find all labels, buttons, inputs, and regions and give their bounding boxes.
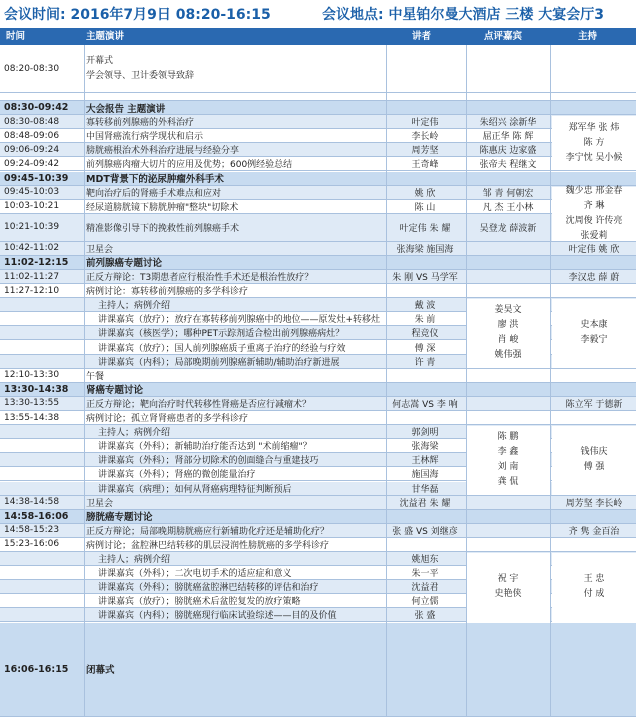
col-topic: 主题演讲 — [86, 31, 125, 42]
column-headers — [0, 28, 636, 45]
s5_case-comment-line: 祝 宇 — [497, 574, 519, 585]
opening-sub: 学会领导、卫计委领导致辞 — [86, 71, 195, 81]
opening-row — [0, 45, 636, 93]
sub-speaker: 傅 深 — [414, 343, 436, 354]
sat-topic: 卫星会 — [86, 244, 114, 255]
debate-speaker: 何志嵩 VS 李 响 — [392, 399, 458, 410]
debate-topic: 正反方辩论；靶向治疗时代转移性肾癌是否应行减瘤术？ — [86, 399, 312, 410]
session-title: 前列腺癌专题讨论 — [86, 258, 163, 269]
talk-topic: 中国肾癌流行病学现状和启示 — [86, 132, 204, 143]
s3_case-comment — [466, 299, 550, 368]
table-row — [0, 186, 636, 200]
talk-time: 10:21-10:39 — [4, 222, 60, 233]
talk-speaker: 叶定伟 — [411, 118, 439, 129]
session-time: 14:58-16:06 — [4, 510, 69, 522]
s4_case-chair — [552, 426, 636, 495]
talk-comment: 邹 青 何朝宏 — [482, 188, 534, 199]
talk-comment: 陈惠庆 边家盛 — [479, 146, 537, 157]
case-time: 15:23-16:06 — [4, 539, 60, 550]
s5_case-comment — [466, 553, 550, 622]
col-speaker: 讲者 — [412, 31, 432, 42]
case-topic: 病例讨论：寡转移前列腺癌的多学科诊疗 — [86, 287, 249, 298]
sat-time: 14:38-14:58 — [4, 497, 60, 508]
talk-topic: 精准影像引导下的挽救性前列腺癌手术 — [86, 223, 240, 234]
case-topic: 病例讨论；孤立肾肾癌患者的多学科诊疗 — [86, 414, 249, 425]
talk-topic: 靶向治疗后的肾癌手术难点和应对 — [86, 188, 222, 199]
debate-topic: 正反方辩论；局部晚期膀胱癌应行新辅助化疗还是辅助化疗？ — [86, 526, 330, 537]
debate-speaker: 张 盛 VS 刘继彦 — [392, 526, 458, 537]
s3_case-comment-line: 姚伟强 — [494, 350, 522, 361]
talk-comment: 屈正华 陈 辉 — [482, 132, 534, 143]
sub-speaker: 朱 前 — [414, 315, 436, 326]
talk-topic: 前列腺癌肉瘤大切片的应用及优势；600例经验总结 — [86, 160, 293, 171]
lunch-title: 午餐 — [86, 371, 105, 382]
table-row — [0, 129, 636, 143]
debate-time: 14:58-15:23 — [4, 525, 60, 536]
case-time: 13:55-14:38 — [4, 412, 60, 423]
sub-speaker: 沈益君 — [411, 583, 439, 594]
talk-topic: 寡转移前列腺癌的外科治疗 — [86, 118, 195, 129]
s2-chair-line: 齐 琳 — [583, 200, 605, 211]
section-row — [0, 383, 636, 397]
section-row — [0, 101, 636, 115]
satellite-row — [0, 242, 636, 256]
session-title: 大会报告 主题演讲 — [86, 103, 166, 115]
s1-chair-line: 陈 方 — [583, 137, 605, 148]
lunch-time: 12:10-13:30 — [4, 370, 60, 381]
talk-time: 09:45-10:03 — [4, 187, 60, 198]
sub-topic: 讲课嘉宾（外科）；新辅助治疗能否达到 "术前缩瘤"？ — [98, 442, 312, 453]
sub-speaker: 何立儒 — [411, 597, 439, 608]
s5_case-chair — [552, 553, 636, 622]
debate-time: 13:30-13:55 — [4, 398, 60, 409]
table-row — [0, 143, 636, 157]
talk-speaker: 周芳坚 — [411, 146, 439, 157]
s2-chair-line: 张爱莉 — [580, 230, 608, 241]
meeting-venue: 会议地点: 中星铂尔曼大酒店 三楼 大宴会厅3 — [322, 7, 604, 23]
talk-time: 08:30-08:48 — [4, 116, 60, 127]
page-header — [0, 0, 636, 28]
sub-speaker: 朱一平 — [411, 569, 439, 580]
sat-chair: 周芳坚 李长岭 — [565, 498, 623, 509]
s3_case-chair-line: 李毅宁 — [580, 335, 608, 346]
section-row — [0, 256, 636, 270]
sub-topic: 主持人；病例介绍 — [98, 428, 171, 439]
debate-chair: 李汉忠 薛 蔚 — [568, 273, 620, 284]
talk-time: 09:24-09:42 — [4, 158, 60, 169]
sub-topic: 讲课嘉宾（放疗）；膀胱癌术后盆腔复发的放疗策略 — [98, 597, 301, 608]
sat-speaker: 张海梁 施国海 — [396, 244, 454, 255]
sub-speaker: 戴 波 — [414, 301, 436, 312]
sat-speaker: 沈益君 朱 耀 — [399, 498, 451, 509]
s4_case-chair-line: 钱伟庆 — [580, 447, 608, 458]
talk-topic: 膀胱癌根治术外科治疗进展与经验分享 — [86, 146, 240, 157]
sub-topic: 讲课嘉宾（内科）；局部晚期前列腺癌新辅助/辅助治疗新进展 — [98, 357, 340, 368]
debate-row — [0, 397, 636, 411]
sat-chair: 叶定伟 姚 欣 — [568, 244, 620, 255]
sub-speaker: 施国海 — [411, 470, 439, 481]
s4_case-comment — [466, 426, 550, 495]
talk-speaker: 王奇峰 — [411, 160, 439, 171]
s4_case-comment-line: 陈 鹏 — [497, 432, 519, 443]
satellite-row — [0, 496, 636, 510]
talk-speaker: 叶定伟 朱 耀 — [399, 223, 451, 234]
spacer-row — [0, 93, 636, 101]
s3_case-comment-line: 肖 峻 — [497, 335, 519, 346]
sub-speaker: 张海梁 — [411, 442, 439, 453]
talk-topic: 经尿道膀胱镜下膀胱肿瘤"整块"切除术 — [86, 202, 239, 213]
opening-text — [86, 54, 194, 84]
s2-chair — [552, 187, 636, 241]
debate-speaker: 朱 刚 VS 马学军 — [392, 273, 458, 284]
table-row — [0, 157, 636, 171]
case-row — [0, 411, 636, 425]
s2-chair-line: 沈周俊 许传亮 — [565, 215, 623, 226]
debate-chair: 陈立军 于德新 — [565, 399, 623, 410]
session-time: 11:02-12:15 — [4, 256, 69, 268]
s5_case-chair-line: 付 成 — [583, 589, 605, 600]
sub-topic: 讲课嘉宾（外科）；肾癌的微创能量治疗 — [98, 470, 256, 481]
case-topic: 病例讨论；盆腔淋巴结转移的肌层浸润性膀胱癌的多学科诊疗 — [86, 540, 330, 551]
session-time: 13:30-14:38 — [4, 383, 69, 395]
column-divider — [550, 45, 551, 717]
talk-comment: 吴登龙 薛波新 — [479, 223, 537, 234]
session-title: 膀胱癌专题讨论 — [86, 512, 153, 523]
session-title: MDT背景下的泌尿肿瘤外科手术 — [86, 174, 224, 185]
column-divider — [466, 45, 467, 717]
sub-speaker: 程竞仪 — [411, 329, 439, 340]
talk-time: 10:03-10:21 — [4, 201, 60, 212]
col-time: 时间 — [6, 31, 26, 42]
talk-comment: 朱绍兴 涂新华 — [479, 118, 537, 129]
session-time: 09:45-10:39 — [4, 172, 69, 184]
sub-speaker: 许 青 — [414, 357, 436, 368]
sub-topic: 讲课嘉宾（放疗）；放疗在寡转移前列腺癌中的地位——原发灶+转移灶 — [98, 315, 381, 326]
sub-speaker: 张 盛 — [414, 611, 436, 622]
s3_case-chair — [552, 299, 636, 368]
sub-topic: 主持人；病例介绍 — [98, 301, 171, 312]
session-time: 08:20-08:30 — [4, 63, 60, 74]
closing-row — [0, 623, 636, 717]
table-row — [0, 115, 636, 129]
s3_case-comment-line: 姜昊文 — [494, 305, 522, 316]
sub-topic: 讲课嘉宾（核医学）；哪种PET示踪剂适合检出前列腺癌病灶？ — [98, 329, 345, 340]
s1-chair-line: 李宁忱 吴小候 — [565, 152, 623, 163]
col-chair: 主持 — [578, 31, 598, 42]
case-row — [0, 284, 636, 298]
sat-topic: 卫星会 — [86, 498, 114, 509]
sub-speaker: 甘华磊 — [411, 484, 439, 495]
s4_case-comment-line: 刘 南 — [497, 462, 519, 473]
s4_case-chair-line: 傅 强 — [583, 462, 605, 473]
session-time: 16:06-16:15 — [4, 663, 69, 675]
debate-time: 11:02-11:27 — [4, 271, 60, 282]
s3_case-comment-line: 廖 洪 — [497, 320, 519, 331]
column-divider — [84, 45, 85, 717]
sub-topic: 讲课嘉宾（外科）；二次电切手术的适应症和意义 — [98, 569, 292, 580]
s1-chair-line: 郑军华 张 炜 — [568, 122, 620, 133]
section-row — [0, 510, 636, 524]
sub-topic: 讲课嘉宾（外科）；膀胱癌盆腔淋巴结转移的评估和治疗 — [98, 583, 319, 594]
sub-topic: 讲课嘉宾（内科）；膀胱癌现行临床试验综述——目的及价值 — [98, 611, 337, 622]
talk-comment: 凡 杰 王小林 — [482, 202, 534, 213]
sub-topic: 讲课嘉宾（外科）；肾部分切除术的创面缝合与重建技巧 — [98, 456, 319, 467]
session-title: 闭幕式 — [86, 665, 115, 677]
s4_case-comment-line: 龚 侃 — [497, 477, 519, 488]
s3_case-chair-line: 史本康 — [580, 320, 608, 331]
s5_case-comment-line: 史艳侠 — [494, 589, 522, 600]
talk-speaker: 姚 欣 — [414, 188, 436, 199]
session-title: 肾癌专题讨论 — [86, 385, 144, 396]
talk-speaker: 李长岭 — [411, 132, 439, 143]
debate-row — [0, 270, 636, 284]
talk-speaker: 陈 山 — [414, 202, 436, 213]
talk-time: 09:06-09:24 — [4, 144, 60, 155]
talk-comment: 张帝夫 程继文 — [479, 160, 537, 171]
sub-speaker: 姚旭东 — [411, 555, 439, 566]
session-time: 08:30-09:42 — [4, 102, 69, 114]
talk-time: 08:48-09:06 — [4, 130, 60, 141]
schedule-table — [0, 45, 636, 717]
lunch-row — [0, 369, 636, 383]
case-time: 11:27-12:10 — [4, 285, 60, 296]
s5_case-chair-line: 王 忠 — [583, 574, 605, 585]
column-divider — [386, 45, 387, 717]
sub-topic: 讲课嘉宾（放疗）；国人前列腺癌质子重离子治疗的经验与疗效 — [98, 343, 346, 354]
meeting-time: 会议时间: 2016年7月9日 08:20-16:15 — [4, 7, 271, 23]
s4_case-comment-line: 李 鑫 — [497, 447, 519, 458]
s2-chair-line: 魏少忠 邢金春 — [565, 185, 623, 196]
sub-speaker: 王林辉 — [411, 456, 439, 467]
debate-topic: 正反方辩论：T3期患者应行根治性手术还是根治性放疗？ — [86, 273, 314, 284]
sub-topic: 讲课嘉宾（病理）；如何从肾癌病理特征判断预后 — [98, 484, 292, 495]
section-row — [0, 172, 636, 186]
sub-topic: 主持人；病例介绍 — [98, 555, 171, 566]
table-row — [0, 200, 636, 214]
case-row — [0, 538, 636, 552]
debate-chair: 齐 隽 金百治 — [568, 526, 620, 537]
debate-row — [0, 524, 636, 538]
col-commentator: 点评嘉宾 — [484, 31, 523, 42]
s1-chair — [552, 116, 636, 170]
sub-speaker: 郭剑明 — [411, 428, 439, 439]
opening-title: 开幕式 — [86, 56, 114, 66]
sat-time: 10:42-11:02 — [4, 243, 60, 254]
table-row — [0, 214, 636, 242]
